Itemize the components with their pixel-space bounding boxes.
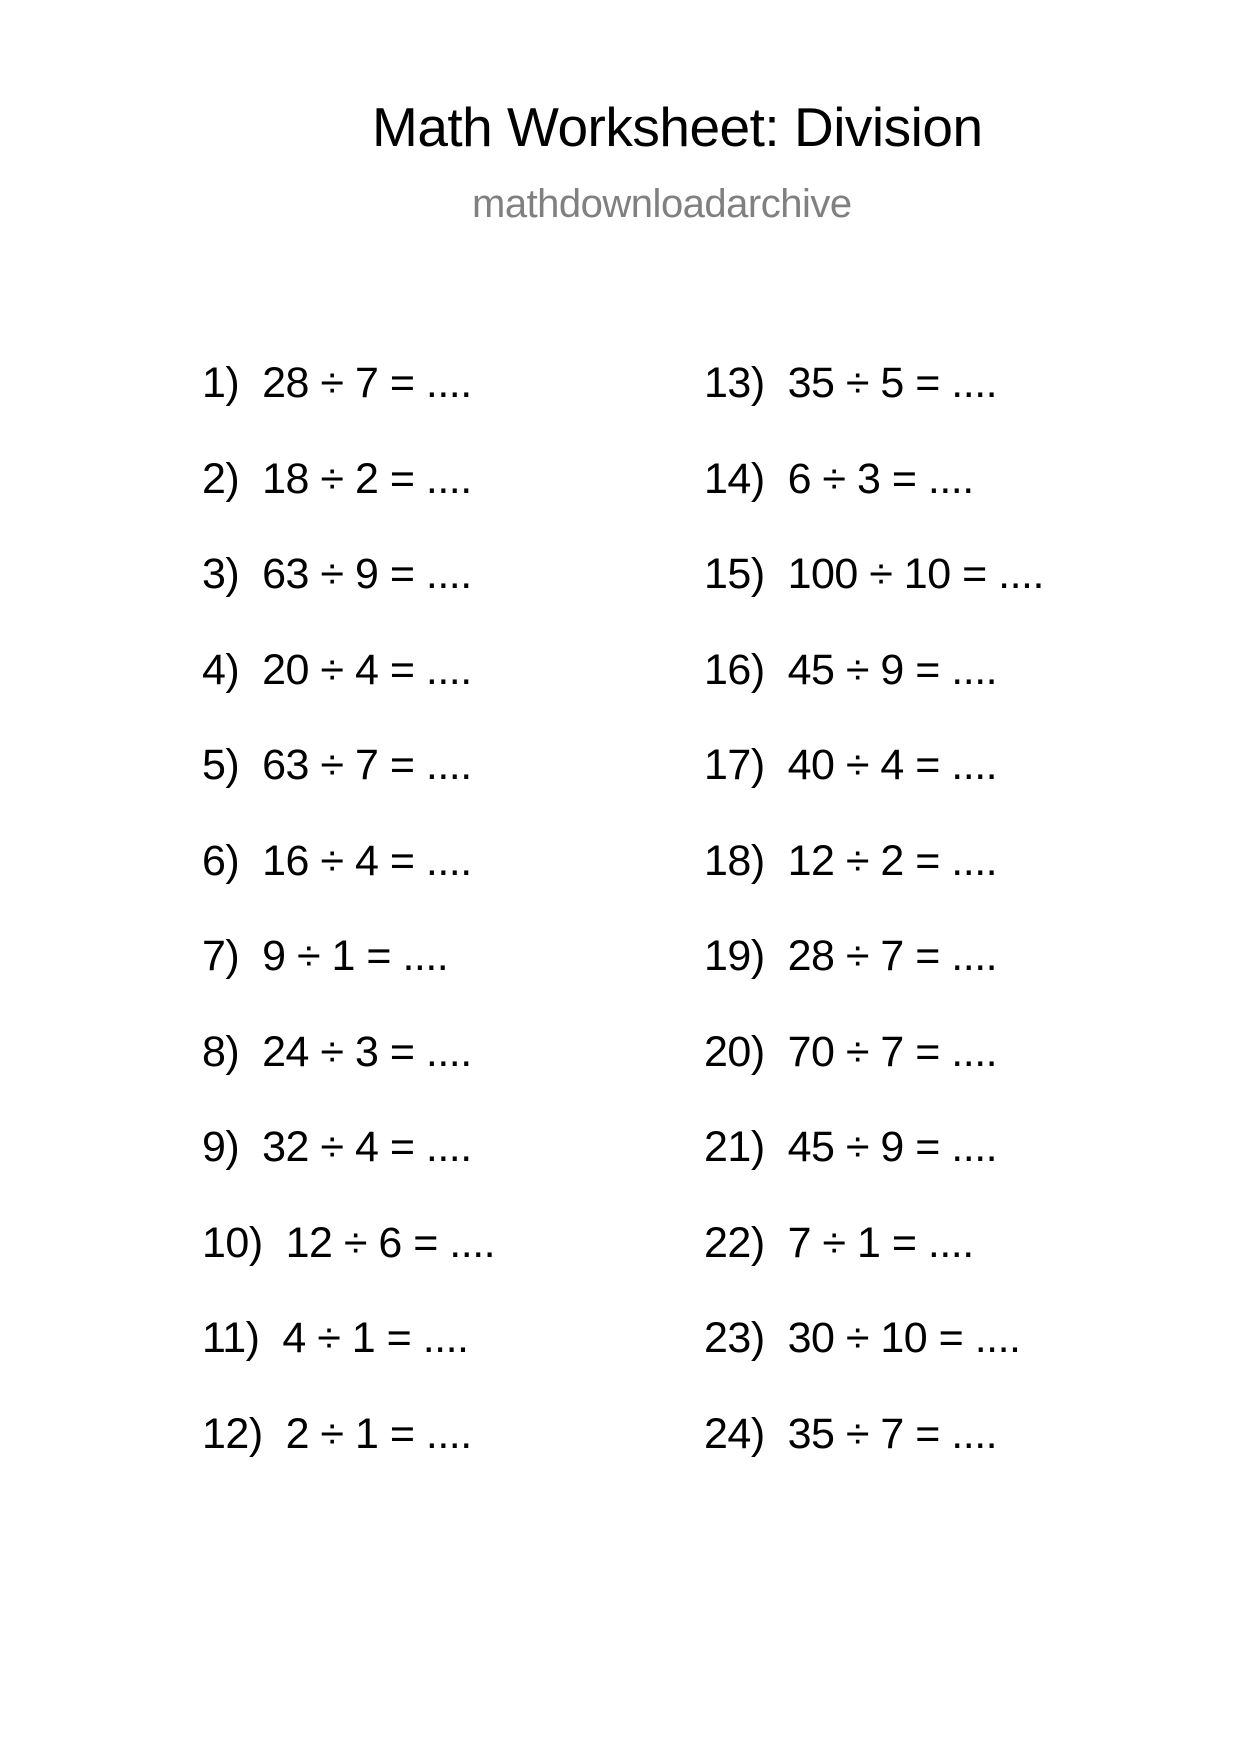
problem-item xyxy=(704,645,998,694)
problem-expression: 2 ÷ 1 = .... xyxy=(285,1409,472,1458)
problem-number: 5) xyxy=(202,741,240,789)
problem-item xyxy=(704,1409,998,1458)
problem-expression: 12 ÷ 2 = .... xyxy=(787,836,998,885)
problem-number: 10) xyxy=(202,1218,263,1267)
problem-expression: 18 ÷ 2 = .... xyxy=(262,454,472,503)
problem-item xyxy=(704,359,998,407)
problem-number: 11) xyxy=(202,1314,260,1362)
problem-number: 1) xyxy=(202,359,240,407)
problem-number: 7) xyxy=(202,932,240,980)
problem-expression: 7 ÷ 1 = .... xyxy=(787,1218,974,1267)
problem-number: 4) xyxy=(202,645,240,694)
problem-number: 15) xyxy=(704,550,765,598)
problem-expression: 45 ÷ 9 = .... xyxy=(787,1123,998,1171)
problem-item xyxy=(202,454,472,503)
problem-number: 23) xyxy=(704,1314,765,1362)
problem-item xyxy=(202,359,472,407)
problem-item xyxy=(704,741,998,789)
problem-expression: 63 ÷ 7 = .... xyxy=(262,741,472,789)
problem-expression: 12 ÷ 6 = .... xyxy=(285,1218,496,1267)
problem-expression: 63 ÷ 9 = .... xyxy=(262,550,472,598)
problem-item xyxy=(704,1314,1021,1362)
problem-item xyxy=(704,1123,998,1171)
problem-number: 2) xyxy=(202,454,240,503)
problem-item xyxy=(202,741,472,789)
problem-expression: 100 ÷ 10 = .... xyxy=(787,550,1044,598)
problem-number: 20) xyxy=(704,1027,765,1076)
problem-number: 19) xyxy=(704,932,765,980)
problem-number: 14) xyxy=(704,454,765,503)
problem-expression: 35 ÷ 7 = .... xyxy=(787,1409,998,1458)
problem-expression: 70 ÷ 7 = .... xyxy=(787,1027,998,1076)
problem-number: 9) xyxy=(202,1123,240,1171)
problem-number: 13) xyxy=(704,359,765,407)
problem-number: 3) xyxy=(202,550,240,598)
problem-item xyxy=(704,1218,974,1267)
problem-expression: 24 ÷ 3 = .... xyxy=(262,1027,472,1076)
worksheet-title: Math Worksheet: Division xyxy=(372,96,983,158)
problem-item xyxy=(202,1314,469,1362)
problem-number: 24) xyxy=(704,1409,765,1458)
problem-item xyxy=(202,1218,496,1267)
problem-number: 16) xyxy=(704,645,765,694)
problem-item xyxy=(202,645,472,694)
problem-item xyxy=(704,836,998,885)
problem-number: 22) xyxy=(704,1218,765,1267)
problem-expression: 35 ÷ 5 = .... xyxy=(787,359,998,407)
problem-item xyxy=(704,932,998,980)
problem-item xyxy=(704,550,1044,598)
problem-expression: 30 ÷ 10 = .... xyxy=(787,1314,1021,1362)
problem-item xyxy=(202,550,472,598)
problem-expression: 28 ÷ 7 = .... xyxy=(262,359,472,407)
problem-item xyxy=(202,1123,472,1171)
problem-item xyxy=(202,1409,472,1458)
problem-number: 21) xyxy=(704,1123,765,1171)
problem-expression: 32 ÷ 4 = .... xyxy=(262,1123,472,1171)
problem-expression: 28 ÷ 7 = .... xyxy=(787,932,998,980)
problem-expression: 16 ÷ 4 = .... xyxy=(262,836,472,885)
problem-item xyxy=(202,836,472,885)
problem-expression: 9 ÷ 1 = .... xyxy=(262,932,449,980)
problem-number: 6) xyxy=(202,836,240,885)
problem-expression: 20 ÷ 4 = .... xyxy=(262,645,472,694)
problem-expression: 6 ÷ 3 = .... xyxy=(787,454,974,503)
problem-expression: 45 ÷ 9 = .... xyxy=(787,645,998,694)
problem-item xyxy=(704,1027,998,1076)
problem-number: 8) xyxy=(202,1027,240,1076)
problem-number: 18) xyxy=(704,836,765,885)
problem-expression: 4 ÷ 1 = .... xyxy=(282,1314,469,1362)
worksheet-subtitle: mathdownloadarchive xyxy=(472,182,852,226)
problem-number: 17) xyxy=(704,741,765,789)
problem-number: 12) xyxy=(202,1409,263,1458)
problem-item xyxy=(202,932,449,980)
problem-item xyxy=(704,454,974,503)
problem-expression: 40 ÷ 4 = .... xyxy=(787,741,998,789)
problem-item xyxy=(202,1027,472,1076)
